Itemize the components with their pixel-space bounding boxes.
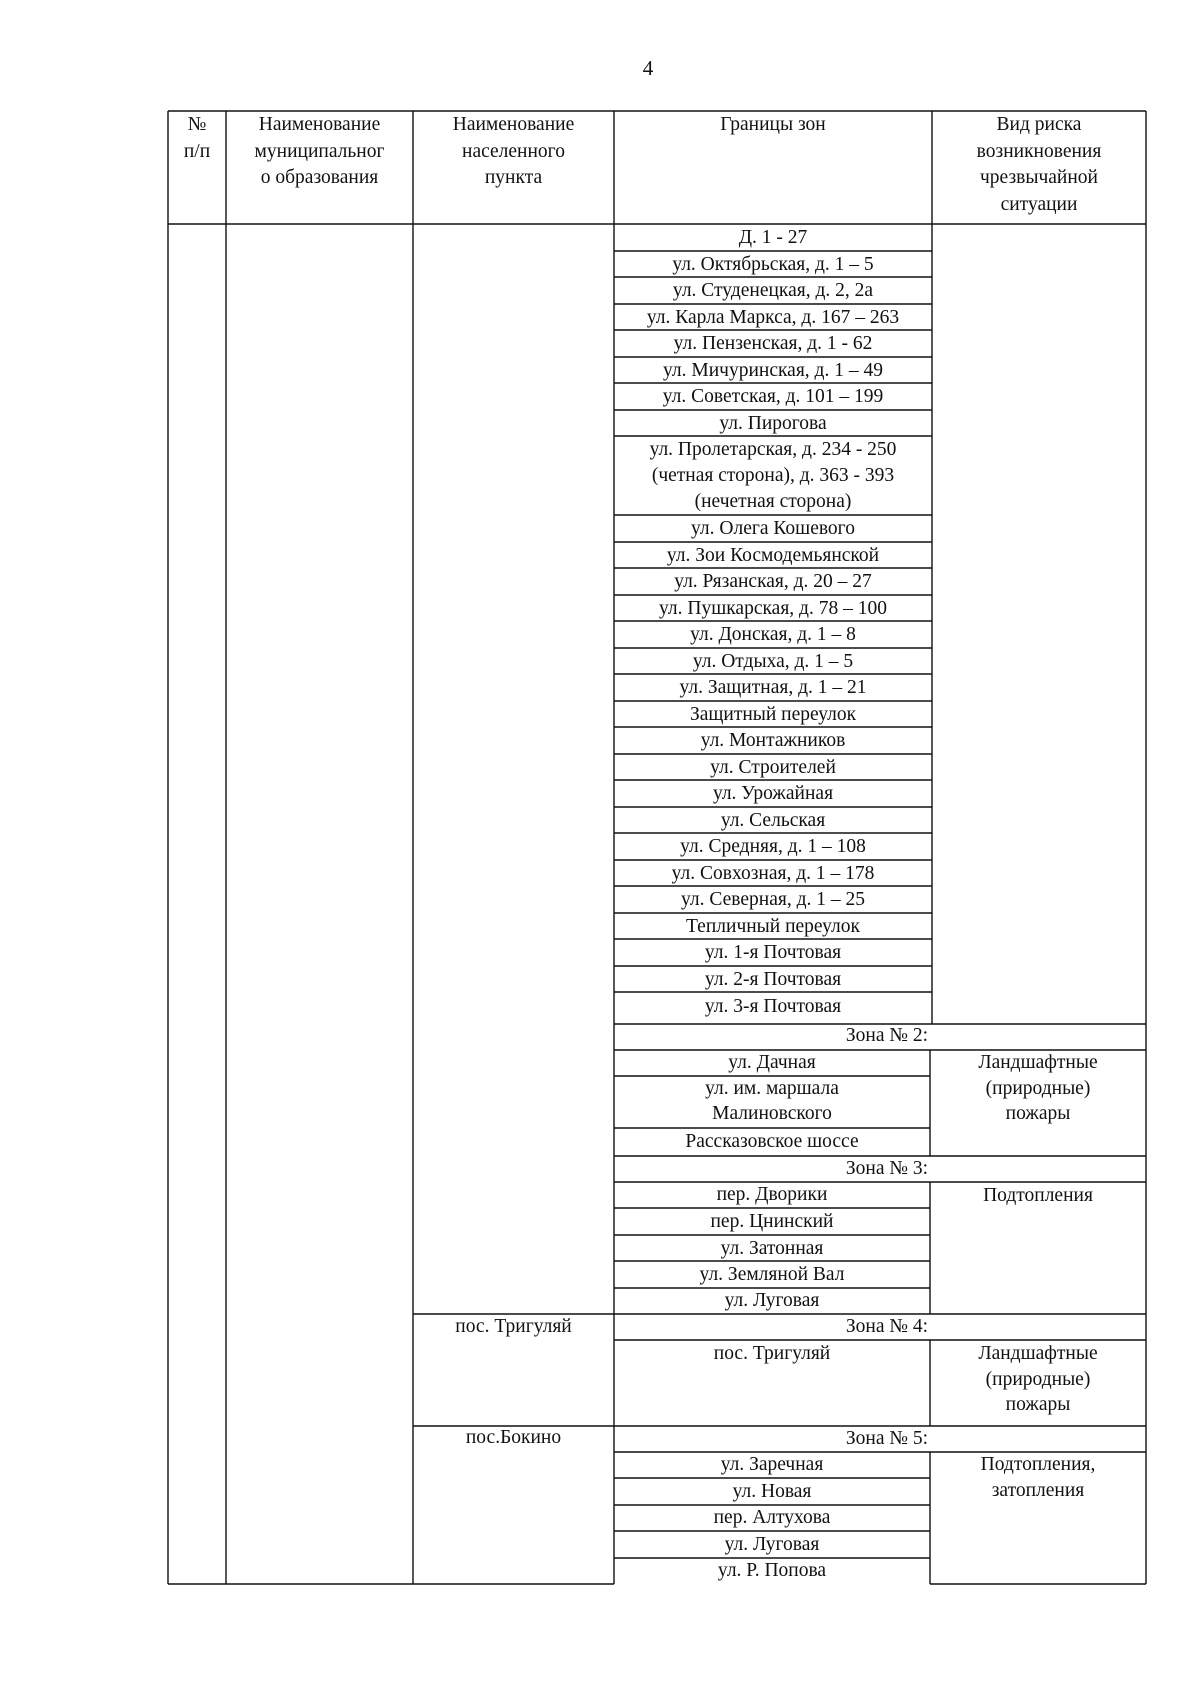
header-risk-line: ситуации [1000, 193, 1078, 215]
zone3-street: ул. Земляной Вал [699, 1264, 845, 1285]
zone5-street: ул. Луговая [724, 1534, 820, 1555]
header-municipality [226, 112, 413, 192]
zone1-street: ул. Октябрьская, д. 1 – 5 [672, 254, 874, 275]
zone1-street: ул. 2-я Почтовая [704, 969, 842, 990]
header-number-line: № [187, 114, 207, 135]
header-municipality-line: муниципальног [254, 140, 385, 162]
zone4-risk: пожары [1005, 1394, 1071, 1415]
zone5-risk: затопления [991, 1480, 1085, 1501]
zone1-street: ул. Сельская [720, 810, 826, 831]
zone1-street: Защитный переулок [689, 704, 857, 725]
header-risk [932, 112, 1146, 218]
zone4-risk: Ландшафтные [978, 1343, 1098, 1364]
zone1-street: ул. Рязанская, д. 20 – 27 [674, 571, 872, 592]
zone1-street: ул. Средняя, д. 1 – 108 [680, 836, 866, 857]
header-number-line: п/п [183, 140, 211, 162]
zone3-street: пер. Дворики [716, 1184, 828, 1205]
zone2-label: Зона № 2: [845, 1025, 928, 1046]
zone1-street: ул. Отдыха, д. 1 – 5 [692, 651, 854, 672]
zone1-street: ул. Олега Кошевого [691, 518, 855, 539]
zone2-street: ул. им. маршала [705, 1078, 839, 1099]
zone5-street: ул. Заречная [720, 1454, 824, 1475]
header-settlement-line: населенного [462, 140, 565, 162]
zone4-street: пос. Тригуляй [713, 1343, 831, 1364]
zone1-street: ул. Урожайная [712, 783, 834, 804]
zone1-street: ул. Строителей [710, 757, 836, 778]
zone1-street: ул. Пролетарская, д. 234 - 250 [649, 439, 897, 460]
zone5-label: Зона № 5: [845, 1428, 928, 1449]
zone1-street: ул. Студенецкая, д. 2, 2а [672, 280, 874, 301]
zone3-label: Зона № 3: [845, 1158, 928, 1179]
header-settlement-line: Наименование [452, 114, 575, 135]
zone1-street: ул. Совхозная, д. 1 – 178 [671, 863, 875, 884]
zone3-street: пер. Цнинский [710, 1211, 834, 1232]
zone3-street: ул. Затонная [720, 1238, 824, 1259]
zone1-street: (нечетная сторона) [694, 491, 852, 512]
header-risk-line: Вид риска [996, 114, 1082, 135]
zone5-street: пер. Алтухова [713, 1507, 831, 1528]
zone2-street: Рассказовское шоссе [685, 1131, 859, 1152]
header-risk-line: чрезвычайной [980, 167, 1098, 188]
zone3-street: ул. Луговая [724, 1290, 820, 1311]
zone1-street: ул. Мичуринская, д. 1 – 49 [663, 360, 883, 381]
header-settlement-line: пункта [484, 167, 543, 188]
zone2-street: Малиновского [712, 1103, 832, 1124]
zone3-risk: Подтопления [983, 1185, 1093, 1206]
header-municipality-line: Наименование [258, 114, 381, 135]
page-number: 4 [642, 56, 654, 80]
zone1-street: ул. Донская, д. 1 – 8 [690, 624, 856, 645]
zone5-street: ул. Р. Попова [717, 1560, 827, 1581]
zone1-street: ул. Северная, д. 1 – 25 [680, 889, 865, 910]
zone4-label: Зона № 4: [845, 1316, 928, 1337]
header-boundaries-line: Границы зон [720, 114, 826, 135]
zone4-settlement: пос. Тригуляй [455, 1316, 572, 1337]
header-settlement [413, 112, 614, 192]
zone2-risk: (природные) [985, 1078, 1091, 1099]
zone1-street: ул. Монтажников [700, 730, 846, 751]
zone1-street: ул. 3-я Почтовая [704, 996, 842, 1017]
zone1-street: Тепличный переулок [686, 916, 860, 937]
zone1-street: ул. Карла Маркса, д. 167 – 263 [646, 307, 900, 328]
zone1-street: ул. 1-я Почтовая [704, 942, 842, 963]
zone1-street: Д. 1 - 27 [738, 227, 808, 248]
header-boundaries [614, 112, 932, 139]
zone1-street: ул. Советская, д. 101 – 199 [662, 386, 884, 407]
zone5-risk: Подтопления, [980, 1454, 1096, 1475]
zone1-street: ул. Пушкарская, д. 78 – 100 [659, 598, 887, 619]
zone1-street: (четная сторона), д. 363 - 393 [651, 465, 895, 486]
header-risk-line: возникновения [976, 140, 1102, 162]
header-municipality-line: о образования [260, 167, 379, 188]
zone5-street: ул. Новая [732, 1481, 812, 1502]
zone2-risk: пожары [1005, 1103, 1071, 1124]
header-number [168, 112, 226, 165]
zone1-street: ул. Зои Космодемьянской [666, 545, 880, 566]
zone4-risk: (природные) [985, 1369, 1091, 1390]
zone1-street: ул. Защитная, д. 1 – 21 [679, 677, 867, 698]
zone2-risk: Ландшафтные [978, 1052, 1098, 1073]
zone5-settlement: пос.Бокино [465, 1427, 562, 1448]
zone2-street: ул. Дачная [728, 1052, 816, 1073]
zone1-street: ул. Пензенская, д. 1 - 62 [673, 333, 873, 354]
zone1-street: ул. Пирогова [719, 413, 827, 434]
